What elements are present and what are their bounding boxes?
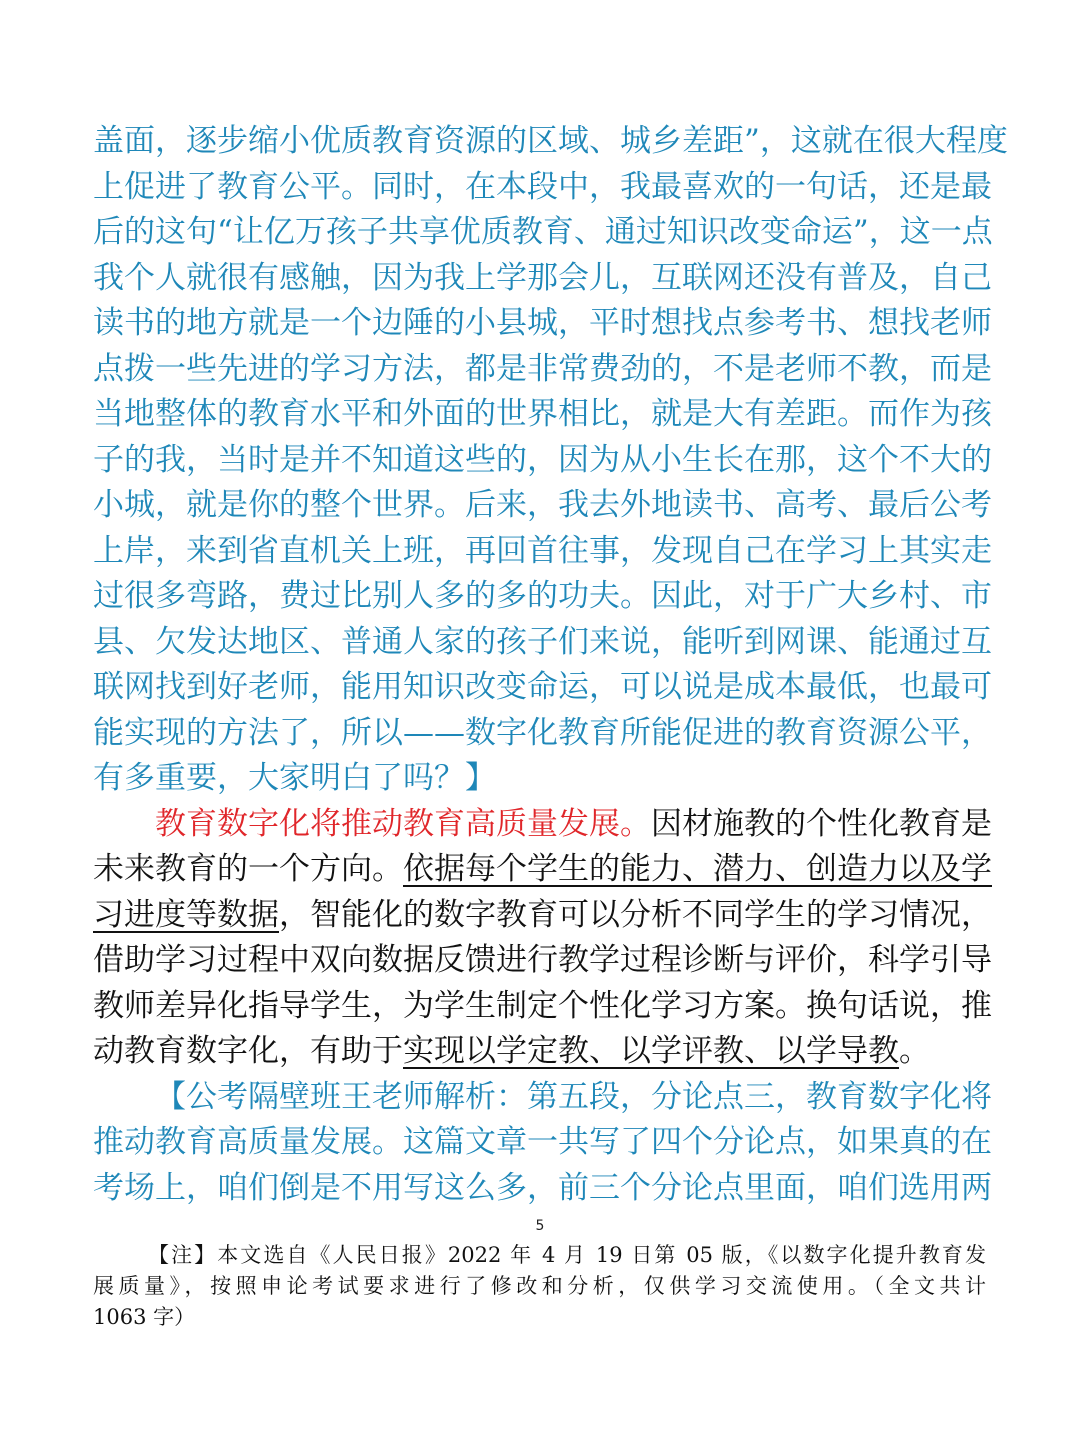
footnote-line: 展质量》，按照申论考试要求进行了修改和分析，仅供学习交流使用。（全文共计 <box>93 1274 986 1298</box>
paragraph-line: 借助学习过程中双向数据反馈进行教学过程诊断与评价，科学引导 <box>93 942 992 978</box>
paragraph-line <box>93 1029 986 1073</box>
analysis-line: 盖面，逐步缩小优质教育资源的区域、城乡差距”，这就在很大程度 <box>93 123 1008 159</box>
analysis-line: 【公考隔壁班王老师解析：第五段，分论点三，教育数字化将 <box>155 1079 992 1115</box>
analysis-line: 过很多弯路，费过比别人多的多的功夫。因此，对于广大乡村、市 <box>93 578 992 614</box>
analysis-line: 县、欠发达地区、普通人家的孩子们来说，能听到网课、能通过互 <box>93 624 992 660</box>
paragraph-line <box>155 802 992 846</box>
analysis-line: 上促进了教育公平。同时，在本段中，我最喜欢的一句话，还是最 <box>93 169 992 205</box>
paragraph-text: 因材施教的个性化教育是 <box>651 806 992 842</box>
underlined-phrase: 习进度等数据 <box>93 897 279 933</box>
analysis-line: 上岸，来到省直机关上班，再回首往事，发现自己在学习上其实走 <box>93 533 992 569</box>
footnote-line: 【注】本文选自《人民日报》2022 年 4 月 19 日第 05 版，《以数字化提升教育发 <box>148 1243 986 1267</box>
analysis-line: 我个人就很有感触，因为我上学那会儿，互联网还没有普及，自己 <box>93 260 992 296</box>
underlined-phrase: 依据每个学生的能力、潜力、创造力以及学 <box>403 851 992 887</box>
paragraph-line: 教师差异化指导学生，为学生制定个性化学习方案。换句话说，推 <box>93 988 992 1024</box>
paragraph-text: 。 <box>899 1033 930 1069</box>
paragraph-line <box>93 893 992 937</box>
underlined-phrase: 实现以学定教、以学评教、以学导教 <box>403 1033 899 1069</box>
analysis-line: 小城，就是你的整个世界。后来，我去外地读书、高考、最后公考 <box>93 487 992 523</box>
analysis-line: 推动教育高质量发展。这篇文章一共写了四个分论点，如果真的在 <box>93 1124 992 1160</box>
paragraph-text: 未来教育的一个方向。 <box>93 851 403 887</box>
analysis-line: 联网找到好老师，能用知识改变命运，可以说是成本最低，也最可 <box>93 669 992 705</box>
analysis-line: 后的这句“让亿万孩子共享优质教育、通过知识改变命运”，这一点 <box>93 214 993 250</box>
analysis-line: 点拨一些先进的学习方法，都是非常费劲的，不是老师不教，而是 <box>93 351 992 387</box>
paragraph-topic-sentence: 教育数字化将推动教育高质量发展。 <box>155 806 651 842</box>
paragraph-line <box>93 847 992 891</box>
analysis-line: 能实现的方法了，所以——数字化教育所能促进的教育资源公平， <box>93 715 992 751</box>
analysis-line: 当地整体的教育水平和外面的世界相比，就是大有差距。而作为孩 <box>93 396 992 432</box>
paragraph-text: 动教育数字化，有助于 <box>93 1033 403 1069</box>
analysis-line: 子的我，当时是并不知道这些的，因为从小生长在那，这个不大的 <box>93 442 992 478</box>
footnote-line: 1063 字） <box>93 1305 196 1329</box>
paragraph-text: ，智能化的数字教育可以分析不同学生的学习情况， <box>279 897 992 933</box>
analysis-line: 有多重要，大家明白了吗？】 <box>93 760 496 796</box>
analysis-line: 读书的地方就是一个边陲的小县城，平时想找点参考书、想找老师 <box>93 305 992 341</box>
page-number: 5 <box>535 1218 545 1234</box>
analysis-line: 考场上，咱们倒是不用写这么多，前三个分论点里面，咱们选用两 <box>93 1170 992 1206</box>
